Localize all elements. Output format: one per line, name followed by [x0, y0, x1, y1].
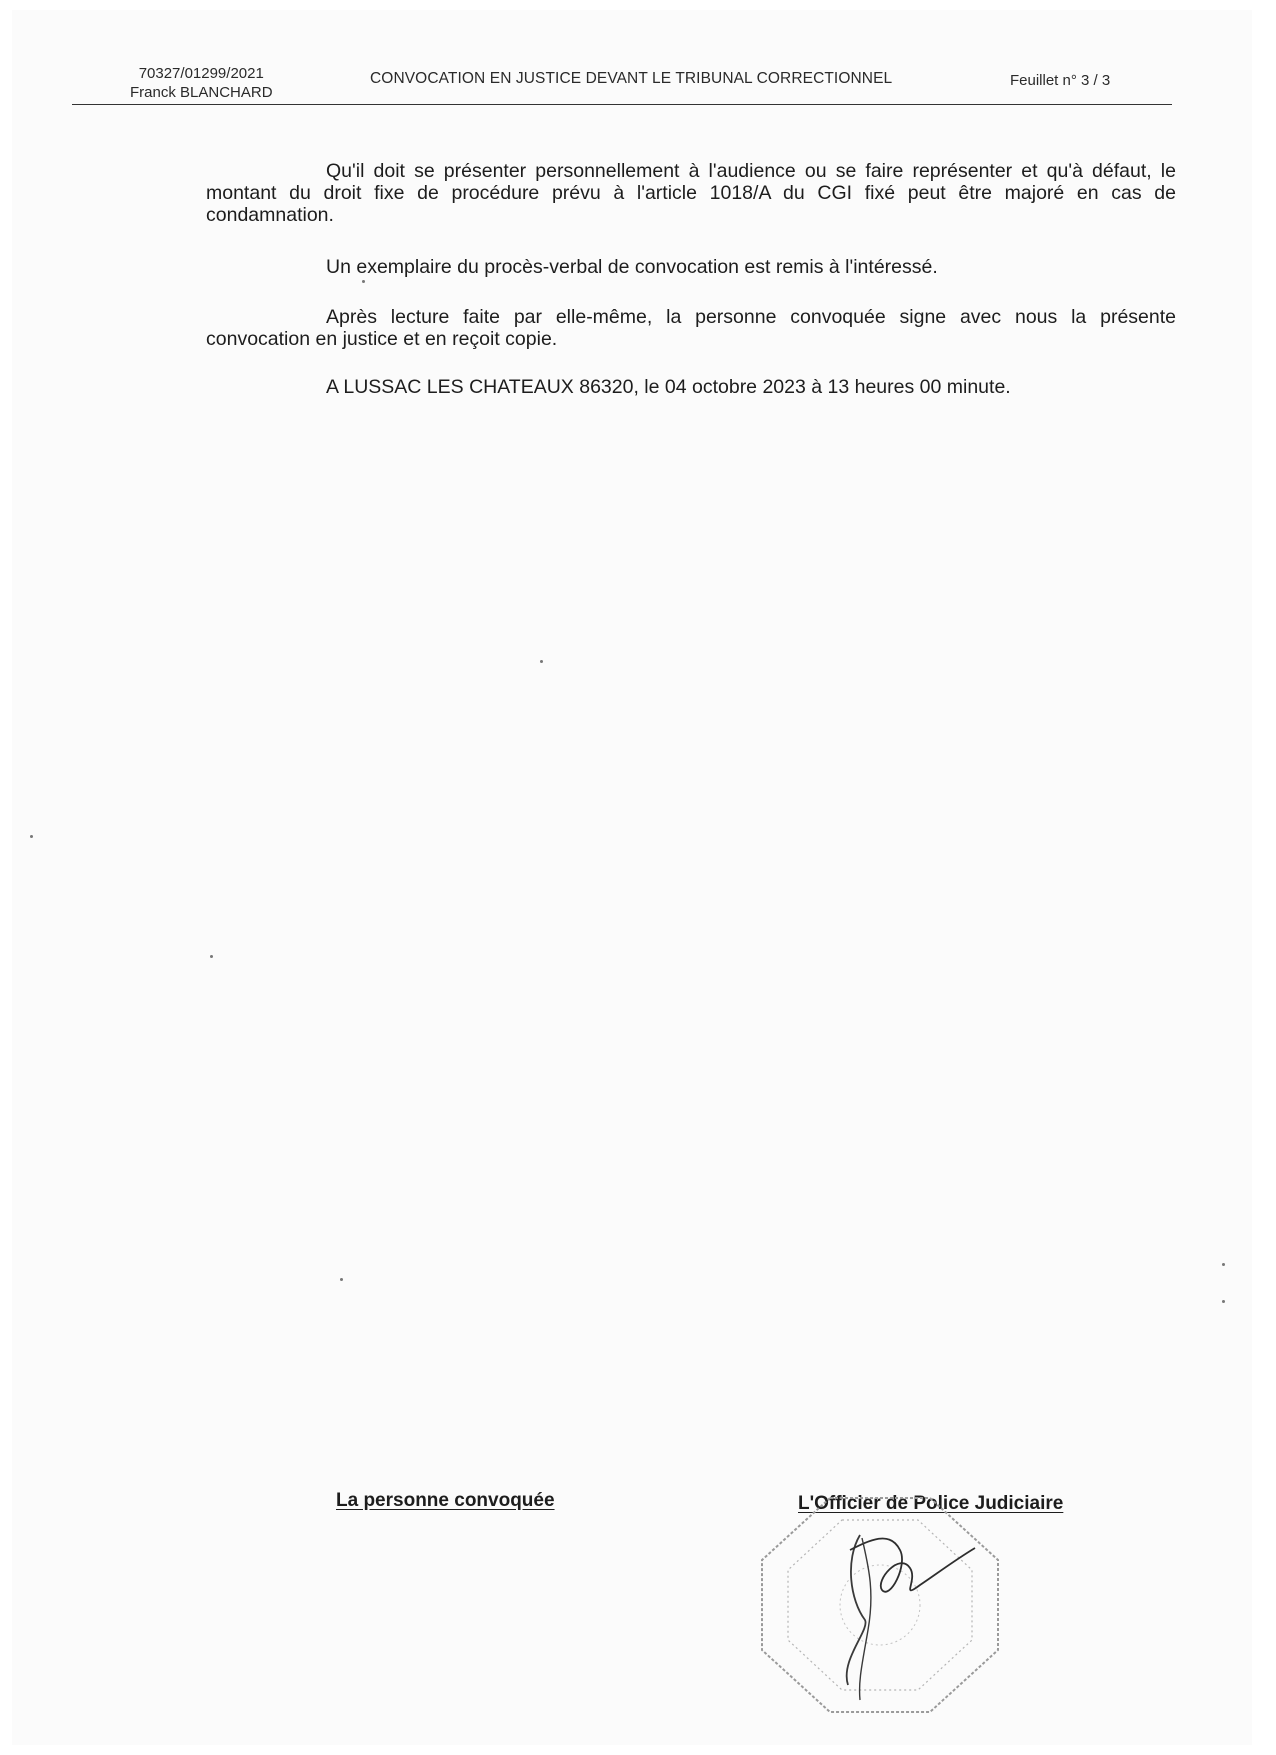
- paragraph-place-date: [206, 376, 1176, 398]
- scan-speck: [362, 280, 365, 283]
- scan-speck: [340, 1278, 343, 1281]
- document-title: CONVOCATION EN JUSTICE DEVANT LE TRIBUNAL CORRECTIONNEL: [370, 70, 893, 87]
- scan-speck: [30, 835, 33, 838]
- summoned-person-label: La personne convoquée: [336, 1490, 555, 1511]
- paragraph-presence: [206, 160, 1176, 226]
- scan-speck: [210, 955, 213, 958]
- case-number: 70327/01299/2021: [138, 65, 264, 82]
- paragraph-2: Un exemplaire du procès-verbal de convocation est remis à l'intéressé.: [326, 256, 938, 278]
- paragraph-copy: [206, 256, 1176, 278]
- officer-name: Franck BLANCHARD: [130, 84, 273, 101]
- police-officer-label: L'Officier de Police Judiciaire: [798, 1493, 1064, 1514]
- header-reference-block: [130, 64, 273, 102]
- scan-speck: [1222, 1263, 1225, 1266]
- paragraph-1: Qu'il doit se présenter personnellement à l'audience ou se faire représenter et qu'à défaut, le montant du droit fixe de procédure prévu à l'article 1018/A du CGI fixé peut être majoré en cas de condamnation.: [206, 160, 1176, 226]
- scan-speck: [540, 660, 543, 663]
- header-divider: [72, 104, 1172, 105]
- official-stamp-icon: [750, 1490, 1010, 1720]
- paragraph-reading: [206, 306, 1176, 350]
- scan-speck: [1222, 1300, 1225, 1303]
- paragraph-4: A LUSSAC LES CHATEAUX 86320, le 04 octobre 2023 à 13 heures 00 minute.: [326, 376, 1011, 398]
- sheet-number: Feuillet n° 3 / 3: [1010, 72, 1111, 89]
- paragraph-3: Après lecture faite par elle-même, la personne convoquée signe avec nous la présente convocation en justice et en reçoit copie.: [206, 306, 1176, 350]
